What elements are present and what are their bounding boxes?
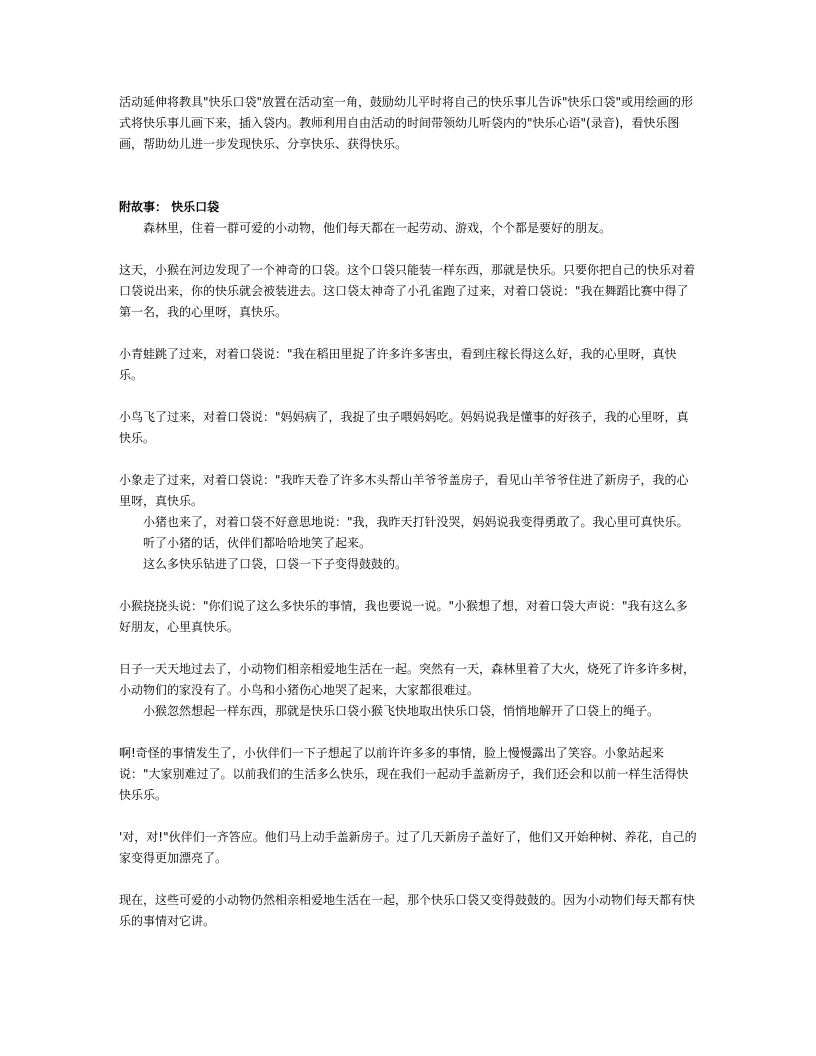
story-paragraph-13: '对，对!"伙伴们一齐答应。他们马上动手盖新房子。过了几天新房子盖好了，他们又开始种树、养花，自己的家变得更加漂亮了。 [119,830,697,865]
story-paragraph-6: 小猪也来了，对着口袋不好意思地说："我，我昨天打针没哭，妈妈说我变得勇敢了。我心里可真快乐。 [143,515,689,529]
story-paragraph-5: 小象走了过来，对着口袋说："我昨天卷了许多木头帮山羊爷爷盖房子，看见山羊爷爷住进了新房子，我的心里呀，真快乐。 [119,473,689,508]
story-paragraph-2: 这天，小猴在河边发现了一个神奇的口袋。这个口袋只能装一样东西，那就是快乐。只要你把自己的快乐对着口袋说出来，你的快乐就会被装进去。这口袋太神奇了小孔雀跑了过来，对着口袋说："我在舞蹈比赛中得了第一名，我的心里呀，真快乐。 [119,263,696,319]
story-paragraph-3: 小青蛙跳了过来，对着口袋说："我在稻田里捉了许多许多害虫，看到庄稼长得这么好，我的心里呀，真快乐。 [119,347,677,382]
story-paragraph-11: 小猴忽然想起一样东西，那就是快乐口袋小猴飞快地取出快乐口袋，悄悄地解开了口袋上的绳子。 [143,704,660,718]
story-paragraph-8: 这么多快乐钻进了口袋，口袋一下子变得鼓鼓的。 [143,557,408,571]
story-heading: 附故事： 快乐口袋 [119,200,220,214]
document-page [119,92,699,932]
story-paragraph-12: 啊!奇怪的事情发生了，小伙伴们一下子想起了以前许许多多的事情，脸上慢慢露出了笑容。小象站起来说："大家别难过了。以前我们的生活多么快乐，现在我们一起动手盖新房子，我们还会和以前一样生活得快快乐乐。 [119,746,689,802]
story-paragraph-4: 小鸟飞了过来，对着口袋说："妈妈病了，我捉了虫子喂妈妈吃。妈妈说我是懂事的好孩子，我的心里呀，真快乐。 [119,410,689,445]
story-paragraph-14: 现在，这些可爱的小动物仍然相亲相爱地生活在一起，那个快乐口袋又变得鼓鼓的。因为小动物们每天都有快乐的事情对它讲。 [119,893,696,928]
story-paragraph-7: 听了小猪的话，伙伴们都哈哈地笑了起来。 [143,536,372,550]
story-paragraph-9: 小猴挠挠头说："你们说了这么多快乐的事情，我也要说一说。"小猴想了想，对着口袋大声说："我有这么多好朋友，心里真快乐。 [119,599,688,634]
intro-paragraph: 活动延伸将教具"快乐口袋"放置在活动室一角，鼓励幼儿平时将自己的快乐事儿告诉"快乐口袋"或用绘画的形式将快乐事儿画下来，插入袋内。教师利用自由活动的时间带领幼儿听袋内的"快乐心语"(录音)，看快乐图画，帮助幼儿进一步发现快乐、分享快乐、获得快乐。 [119,95,694,151]
story-paragraph-1: 森林里，住着一群可爱的小动物，他们每天都在一起劳动、游戏，个个都是要好的朋友。 [143,221,612,235]
story-paragraph-10: 日子一天天地过去了，小动物们相亲相爱地生活在一起。突然有一天，森林里着了大火，烧死了许多许多树，小动物们的家没有了。小鸟和小猪伤心地哭了起来，大家都很难过。 [119,662,696,697]
